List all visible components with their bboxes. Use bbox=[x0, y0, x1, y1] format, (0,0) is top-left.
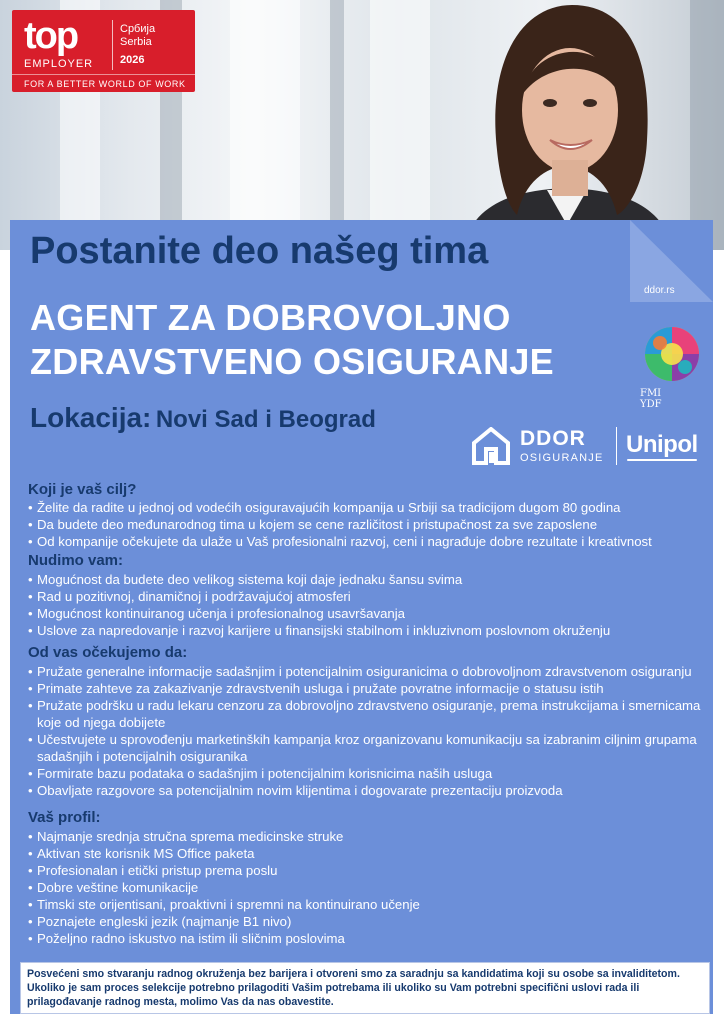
list-item: • Da budete deo međunarodnog tima u kojem se cene različitost i pristupačnost za sve zaposlene bbox=[28, 516, 708, 533]
section-offer-title: Nudimo vam: bbox=[28, 552, 124, 569]
woman-portrait-illustration bbox=[452, 0, 682, 250]
list-item: • Rad u pozitivnoj, dinamičnoj i podržavajućoj atmosferi bbox=[28, 588, 708, 605]
fmi-logo bbox=[640, 325, 704, 410]
website-link[interactable]: ddor.rs bbox=[644, 285, 675, 296]
badge-divider bbox=[112, 20, 113, 70]
list-item: • Mogućnost kontinuiranog učenja i profesionalnog usavršavanja bbox=[28, 605, 708, 622]
inclusion-notice bbox=[20, 962, 710, 1014]
headline: Postanite deo našeg tima bbox=[30, 230, 489, 272]
list-item: • Timski ste orijentisani, proaktivni i spremni na kontinuirano učenje bbox=[28, 896, 708, 913]
logo-divider bbox=[616, 427, 617, 465]
location bbox=[30, 402, 376, 434]
list-item: • Formirate bazu podataka o sadašnjim i potencijalnim korisnicima naših usluga bbox=[28, 765, 708, 782]
ddor-logo-text: DDOR bbox=[520, 427, 586, 450]
section-goal-list bbox=[28, 499, 708, 550]
inclusion-notice-text: Posvećeni smo stvaranju radnog okruženja bez barijera i otvoreni smo za saradnju sa kandidatima koji su osobe sa invaliditetom. Ukoliko je sam proces selekcije potrebno prilagoditi Vašim potrebama ili ukoliko su Vam potrebni specifični uslovi rada ili prilagođavanje radnog mesta, molimo Vas da nas obavestite. bbox=[27, 968, 680, 1008]
list-item: • Od kompanije očekujete da ulaže u Vaš profesionalni razvoj, ceni i nagrađuje dobre rezultate i kreativnost bbox=[28, 533, 708, 550]
list-item: • Dobre veštine komunikacije bbox=[28, 879, 708, 896]
section-profile-title: Vaš profil: bbox=[28, 809, 101, 826]
unipol-logo-text: Unipol bbox=[626, 431, 698, 458]
location-value: Novi Sad i Beograd bbox=[155, 406, 376, 433]
list-item: • Učestvujete u sprovođenju marketinških kampanja kroz organizovanu komunikaciju sa izabranim ciljnim grupama sadašnjih i potencijalnih osiguranika bbox=[28, 731, 708, 765]
badge-country-latin: Serbia bbox=[120, 36, 152, 48]
location-label: Lokacija: bbox=[30, 402, 152, 433]
badge-top-logo: top bbox=[24, 15, 78, 57]
fmi-logo-text: FMI YDF bbox=[640, 388, 662, 410]
list-item: • Obavljate razgovore sa potencijalnim novim klijentima i dogovarate prezentaciju proizvoda bbox=[28, 782, 708, 799]
list-item: • Aktivan ste korisnik MS Office paketa bbox=[28, 845, 708, 862]
fmi-globe-icon bbox=[640, 325, 704, 383]
list-item: • Poželjno radno iskustvo na istim ili sličnim poslovima bbox=[28, 930, 708, 947]
list-item: • Uslove za napredovanje i razvoj karijere u finansijski stabilnom i inkluzivnom poslovnom okruženju bbox=[28, 622, 708, 639]
ddor-logo-subtext: OSIGURANJE bbox=[520, 452, 604, 464]
badge-country-cyrillic: Србија bbox=[120, 23, 156, 35]
section-offer-list bbox=[28, 571, 708, 639]
job-title: AGENT ZA DOBROVOLJNO ZDRAVSTVENO OSIGURANJE bbox=[30, 297, 554, 382]
partner-logos bbox=[470, 425, 702, 469]
badge-tagline: FOR A BETTER WORLD OF WORK bbox=[24, 79, 186, 89]
list-item: • Najmanje srednja stručna sprema medicinske struke bbox=[28, 828, 708, 845]
list-item: • Profesionalan i etički pristup prema poslu bbox=[28, 862, 708, 879]
list-item: • Primate zahteve za zakazivanje zdravstvenih usluga i pružate povratne informacije o statusu istih bbox=[28, 680, 708, 697]
list-item: • Pružate podršku u radu lekaru cenzoru za dobrovoljno zdravstveno osiguranje, prema instrukcijama i smernicama koje od njega dobijete bbox=[28, 697, 708, 731]
section-goal-title: Koji je vaš cilj? bbox=[28, 481, 137, 498]
ddor-house-icon bbox=[472, 427, 510, 465]
list-item: • Pružate generalne informacije sadašnjim i potencijalnim osiguranicima o dobrovoljnom zdravstvenom osiguranju bbox=[28, 663, 708, 680]
top-employer-badge bbox=[12, 10, 195, 92]
badge-year: 2026 bbox=[120, 54, 145, 66]
section-expectations-title: Od vas očekujemo da: bbox=[28, 644, 188, 661]
section-expectations-list bbox=[28, 663, 708, 799]
list-item: • Mogućnost da budete deo velikog sistema koji daje jednaku šansu svima bbox=[28, 571, 708, 588]
unipol-swoosh bbox=[627, 459, 697, 461]
list-item: • Poznajete engleski jezik (najmanje B1 nivo) bbox=[28, 913, 708, 930]
section-profile-list bbox=[28, 828, 708, 947]
list-item: • Želite da radite u jednoj od vodećih osiguravajućih kompanija u Srbiji sa tradicijom dugom 80 godina bbox=[28, 499, 708, 516]
badge-employer-text: EMPLOYER bbox=[24, 58, 94, 70]
